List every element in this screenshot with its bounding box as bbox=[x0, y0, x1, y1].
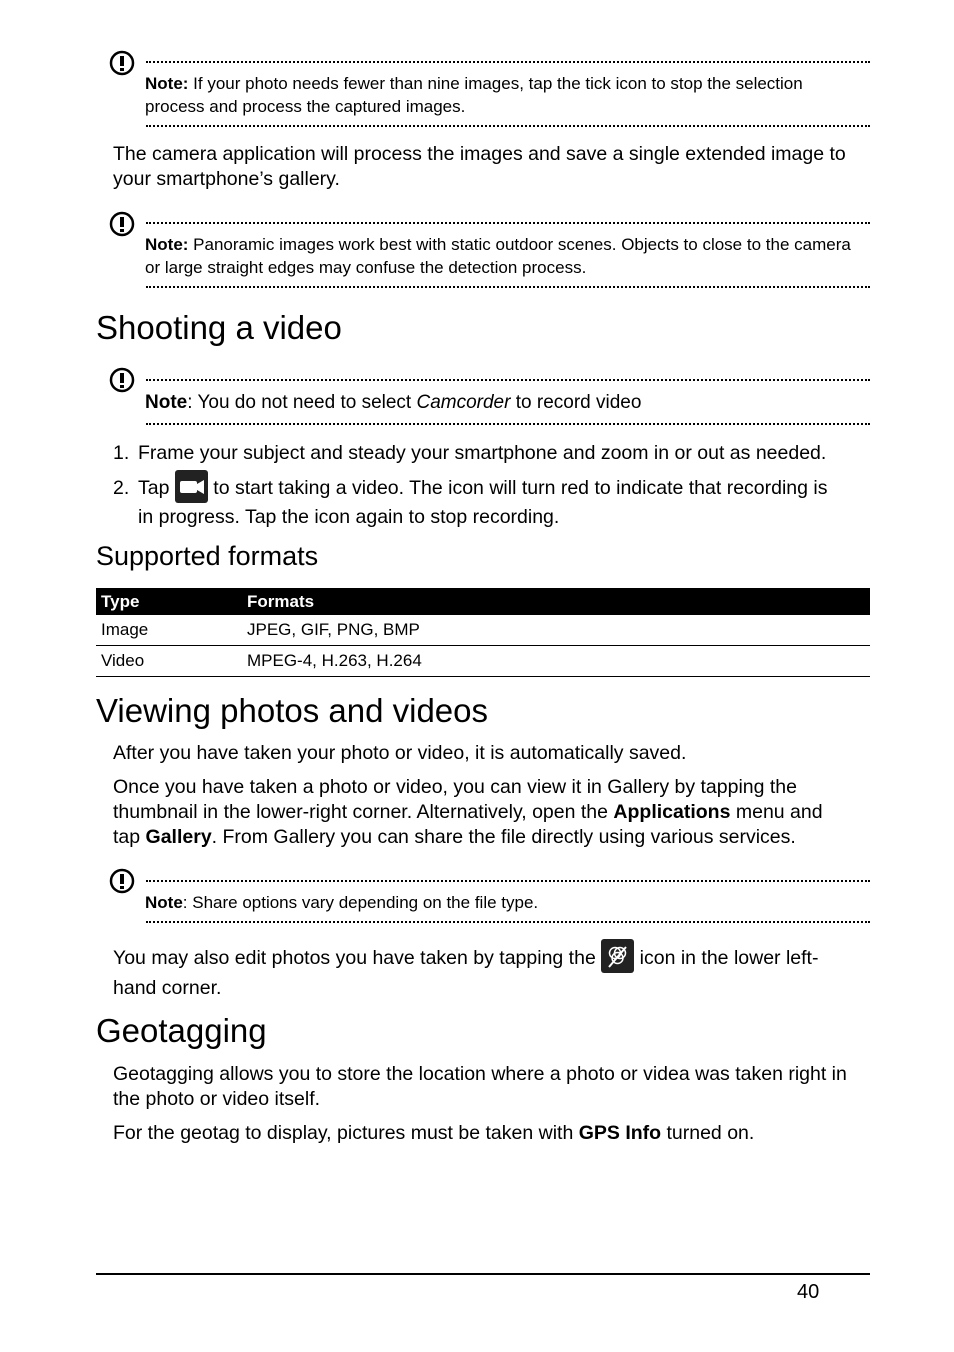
page-number: 40 bbox=[797, 1281, 820, 1303]
viewing-p2-line1: Once you have taken a photo or video, you can view it in Gallery by tapping the bbox=[113, 776, 797, 798]
note-exclamation-icon bbox=[109, 868, 135, 894]
note-1 bbox=[145, 72, 865, 118]
text-span: turned on. bbox=[661, 1122, 755, 1144]
note-4 bbox=[145, 891, 865, 914]
geotagging-paragraph-2 bbox=[113, 1121, 873, 1146]
table-cell: Image bbox=[96, 615, 242, 646]
note-top-border bbox=[146, 61, 870, 63]
heading-shooting-video: Shooting a video bbox=[96, 309, 342, 346]
column-header-formats: Formats bbox=[242, 588, 870, 615]
note-body: : Share options vary depending on the file type. bbox=[182, 893, 539, 912]
step-1-text: Frame your subject and steady your smartphone and zoom in or out as needed. bbox=[138, 442, 827, 464]
footer-rule bbox=[96, 1273, 870, 1275]
note-label: Note: bbox=[145, 235, 189, 254]
heading-viewing-photos: Viewing photos and videos bbox=[96, 692, 489, 729]
note-bottom-border bbox=[146, 423, 870, 425]
step-2-text bbox=[138, 476, 878, 501]
text-span: menu and bbox=[730, 801, 823, 823]
column-header-type: Type bbox=[96, 588, 242, 615]
step-2-before: Tap bbox=[138, 477, 175, 499]
note-label: Note: bbox=[145, 74, 189, 93]
paragraph-process: The camera application will process the images and save a single extended image to your smartphone’s gallery. bbox=[113, 143, 846, 190]
gps-info-bold: GPS Info bbox=[578, 1122, 662, 1144]
viewing-p2-line3 bbox=[113, 825, 873, 850]
note-bottom-border bbox=[146, 286, 870, 288]
note-body: Panoramic images work best with static outdoor scenes. Objects to close to the camera or large straight edges may confuse the detection process. bbox=[145, 235, 851, 277]
note-body: : You do not need to select bbox=[187, 392, 417, 413]
note-top-border bbox=[146, 222, 870, 224]
note-label: Note bbox=[145, 893, 183, 912]
table-cell: MPEG-4, H.263, H.264 bbox=[242, 646, 870, 677]
note-exclamation-icon bbox=[109, 50, 135, 76]
edit-effects-icon bbox=[601, 939, 634, 973]
text-span: For the geotag to display, pictures must be taken with bbox=[113, 1122, 579, 1144]
table-cell: JPEG, GIF, PNG, BMP bbox=[242, 615, 870, 646]
text-span: You may also edit photos you have taken by tapping the bbox=[113, 947, 602, 969]
table-row bbox=[96, 646, 870, 677]
note-body: If your photo needs fewer than nine images, tap the tick icon to stop the selection process and process the captured images. bbox=[145, 74, 803, 116]
heading-supported-formats: Supported formats bbox=[96, 541, 319, 571]
gallery-bold: Gallery bbox=[145, 826, 212, 848]
note-top-border bbox=[146, 379, 870, 381]
step-number: 2. bbox=[113, 477, 130, 499]
note-label: Note bbox=[145, 392, 188, 413]
note-exclamation-icon bbox=[109, 211, 135, 237]
step-number: 1. bbox=[113, 442, 130, 464]
note-body-end: to record video bbox=[510, 392, 642, 413]
viewing-paragraph-2 bbox=[113, 775, 873, 850]
table-row bbox=[96, 615, 870, 646]
viewing-p2-line2 bbox=[113, 800, 873, 825]
note-top-border bbox=[146, 880, 870, 882]
note-bottom-border bbox=[146, 921, 870, 923]
text-span: . From Gallery you can share the file directly using various services. bbox=[211, 826, 796, 848]
text-span: tap bbox=[113, 826, 146, 848]
table-cell: Video bbox=[96, 646, 242, 677]
step-2-line2: in progress. Tap the icon again to stop recording. bbox=[138, 506, 560, 528]
note-3 bbox=[145, 391, 865, 414]
viewing-paragraph-3-line2: hand corner. bbox=[113, 977, 222, 999]
note-exclamation-icon bbox=[109, 367, 135, 393]
heading-geotagging: Geotagging bbox=[96, 1012, 267, 1049]
text-span: icon in the lower left- bbox=[634, 947, 819, 969]
viewing-paragraph-3 bbox=[113, 946, 873, 971]
video-camera-icon bbox=[175, 470, 208, 503]
note-italic: Camcorder bbox=[416, 392, 511, 413]
text-span: thumbnail in the lower-right corner. Alternatively, open the bbox=[113, 801, 614, 823]
note-bottom-border bbox=[146, 125, 870, 127]
note-2 bbox=[145, 233, 865, 279]
applications-bold: Applications bbox=[613, 801, 731, 823]
step-2-after: to start taking a video. The icon will turn red to indicate that recording is bbox=[207, 477, 828, 499]
viewing-paragraph-1: After you have taken your photo or video, it is automatically saved. bbox=[113, 742, 687, 764]
formats-table bbox=[96, 588, 870, 677]
geotagging-paragraph-1: Geotagging allows you to store the location where a photo or videa was taken right in the photo or video itself. bbox=[113, 1063, 847, 1110]
table-header-row bbox=[96, 588, 870, 615]
